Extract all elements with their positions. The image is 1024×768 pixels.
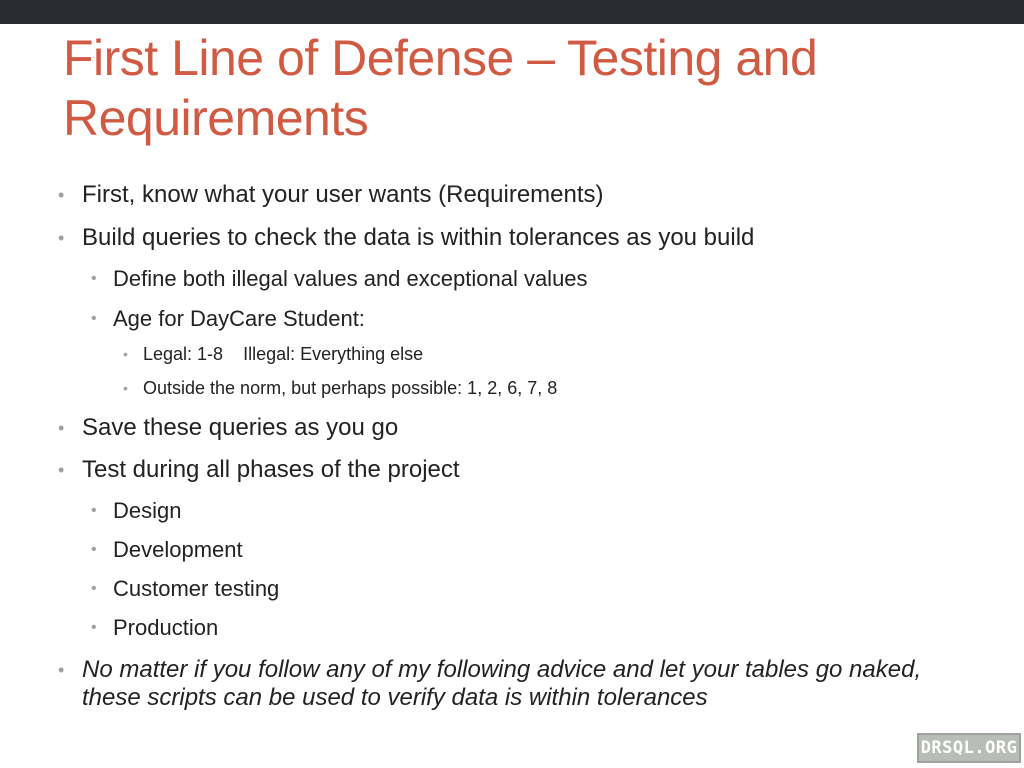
bullet-icon: • [58, 228, 65, 248]
bullet-item [58, 656, 972, 712]
bullet-icon: • [123, 346, 128, 362]
bullet-item [58, 456, 460, 484]
sub-bullet-item [91, 615, 219, 641]
bullet-text: Test during all phases of the project [82, 456, 460, 483]
bullet-text: Customer testing [113, 576, 280, 601]
drsql-logo: DRSQL.ORG [917, 733, 1021, 763]
bullet-text: No matter if you follow any of my following advice and let your tables go naked, these scripts can be used to verify data is within tolerances [82, 656, 922, 711]
bullet-icon: • [58, 460, 65, 480]
bullet-icon: • [91, 270, 97, 287]
bullet-text: Design [113, 498, 182, 523]
bullet-icon: • [91, 310, 97, 327]
sub-bullet-item [91, 306, 365, 332]
bullet-icon: • [91, 541, 97, 558]
sub-bullet-item [91, 498, 182, 524]
sub-sub-bullet-item [123, 343, 424, 365]
bullet-text: Legal: 1-8 Illegal: Everything else [143, 344, 424, 364]
bullet-item [58, 414, 399, 442]
bullet-icon: • [58, 660, 65, 680]
bullet-icon: • [91, 619, 97, 636]
sub-bullet-item [91, 537, 243, 563]
sub-sub-bullet-item [123, 377, 558, 399]
bullet-icon: • [91, 502, 97, 519]
bullet-item [58, 224, 755, 252]
bullet-icon: • [58, 418, 65, 438]
bullet-text: Development [113, 537, 243, 562]
bullet-icon: • [58, 185, 65, 205]
bullet-text: Age for DayCare Student: [113, 306, 365, 331]
bullet-text: Save these queries as you go [82, 414, 399, 441]
slide-title: First Line of Defense – Testing and Requirements [63, 30, 818, 146]
bullet-icon: • [91, 580, 97, 597]
bullet-text: Production [113, 615, 219, 640]
bullet-text: Outside the norm, but perhaps possible: 1, 2, 6, 7, 8 [143, 378, 558, 398]
bullet-text: First, know what your user wants (Requirements) [82, 181, 604, 208]
bullet-icon: • [123, 380, 128, 396]
sub-bullet-item [91, 266, 588, 292]
sub-bullet-item [91, 576, 280, 602]
bullet-item [58, 181, 604, 209]
bullet-text: Define both illegal values and exceptional values [113, 266, 588, 291]
bullet-text: Build queries to check the data is within tolerances as you build [82, 224, 755, 251]
